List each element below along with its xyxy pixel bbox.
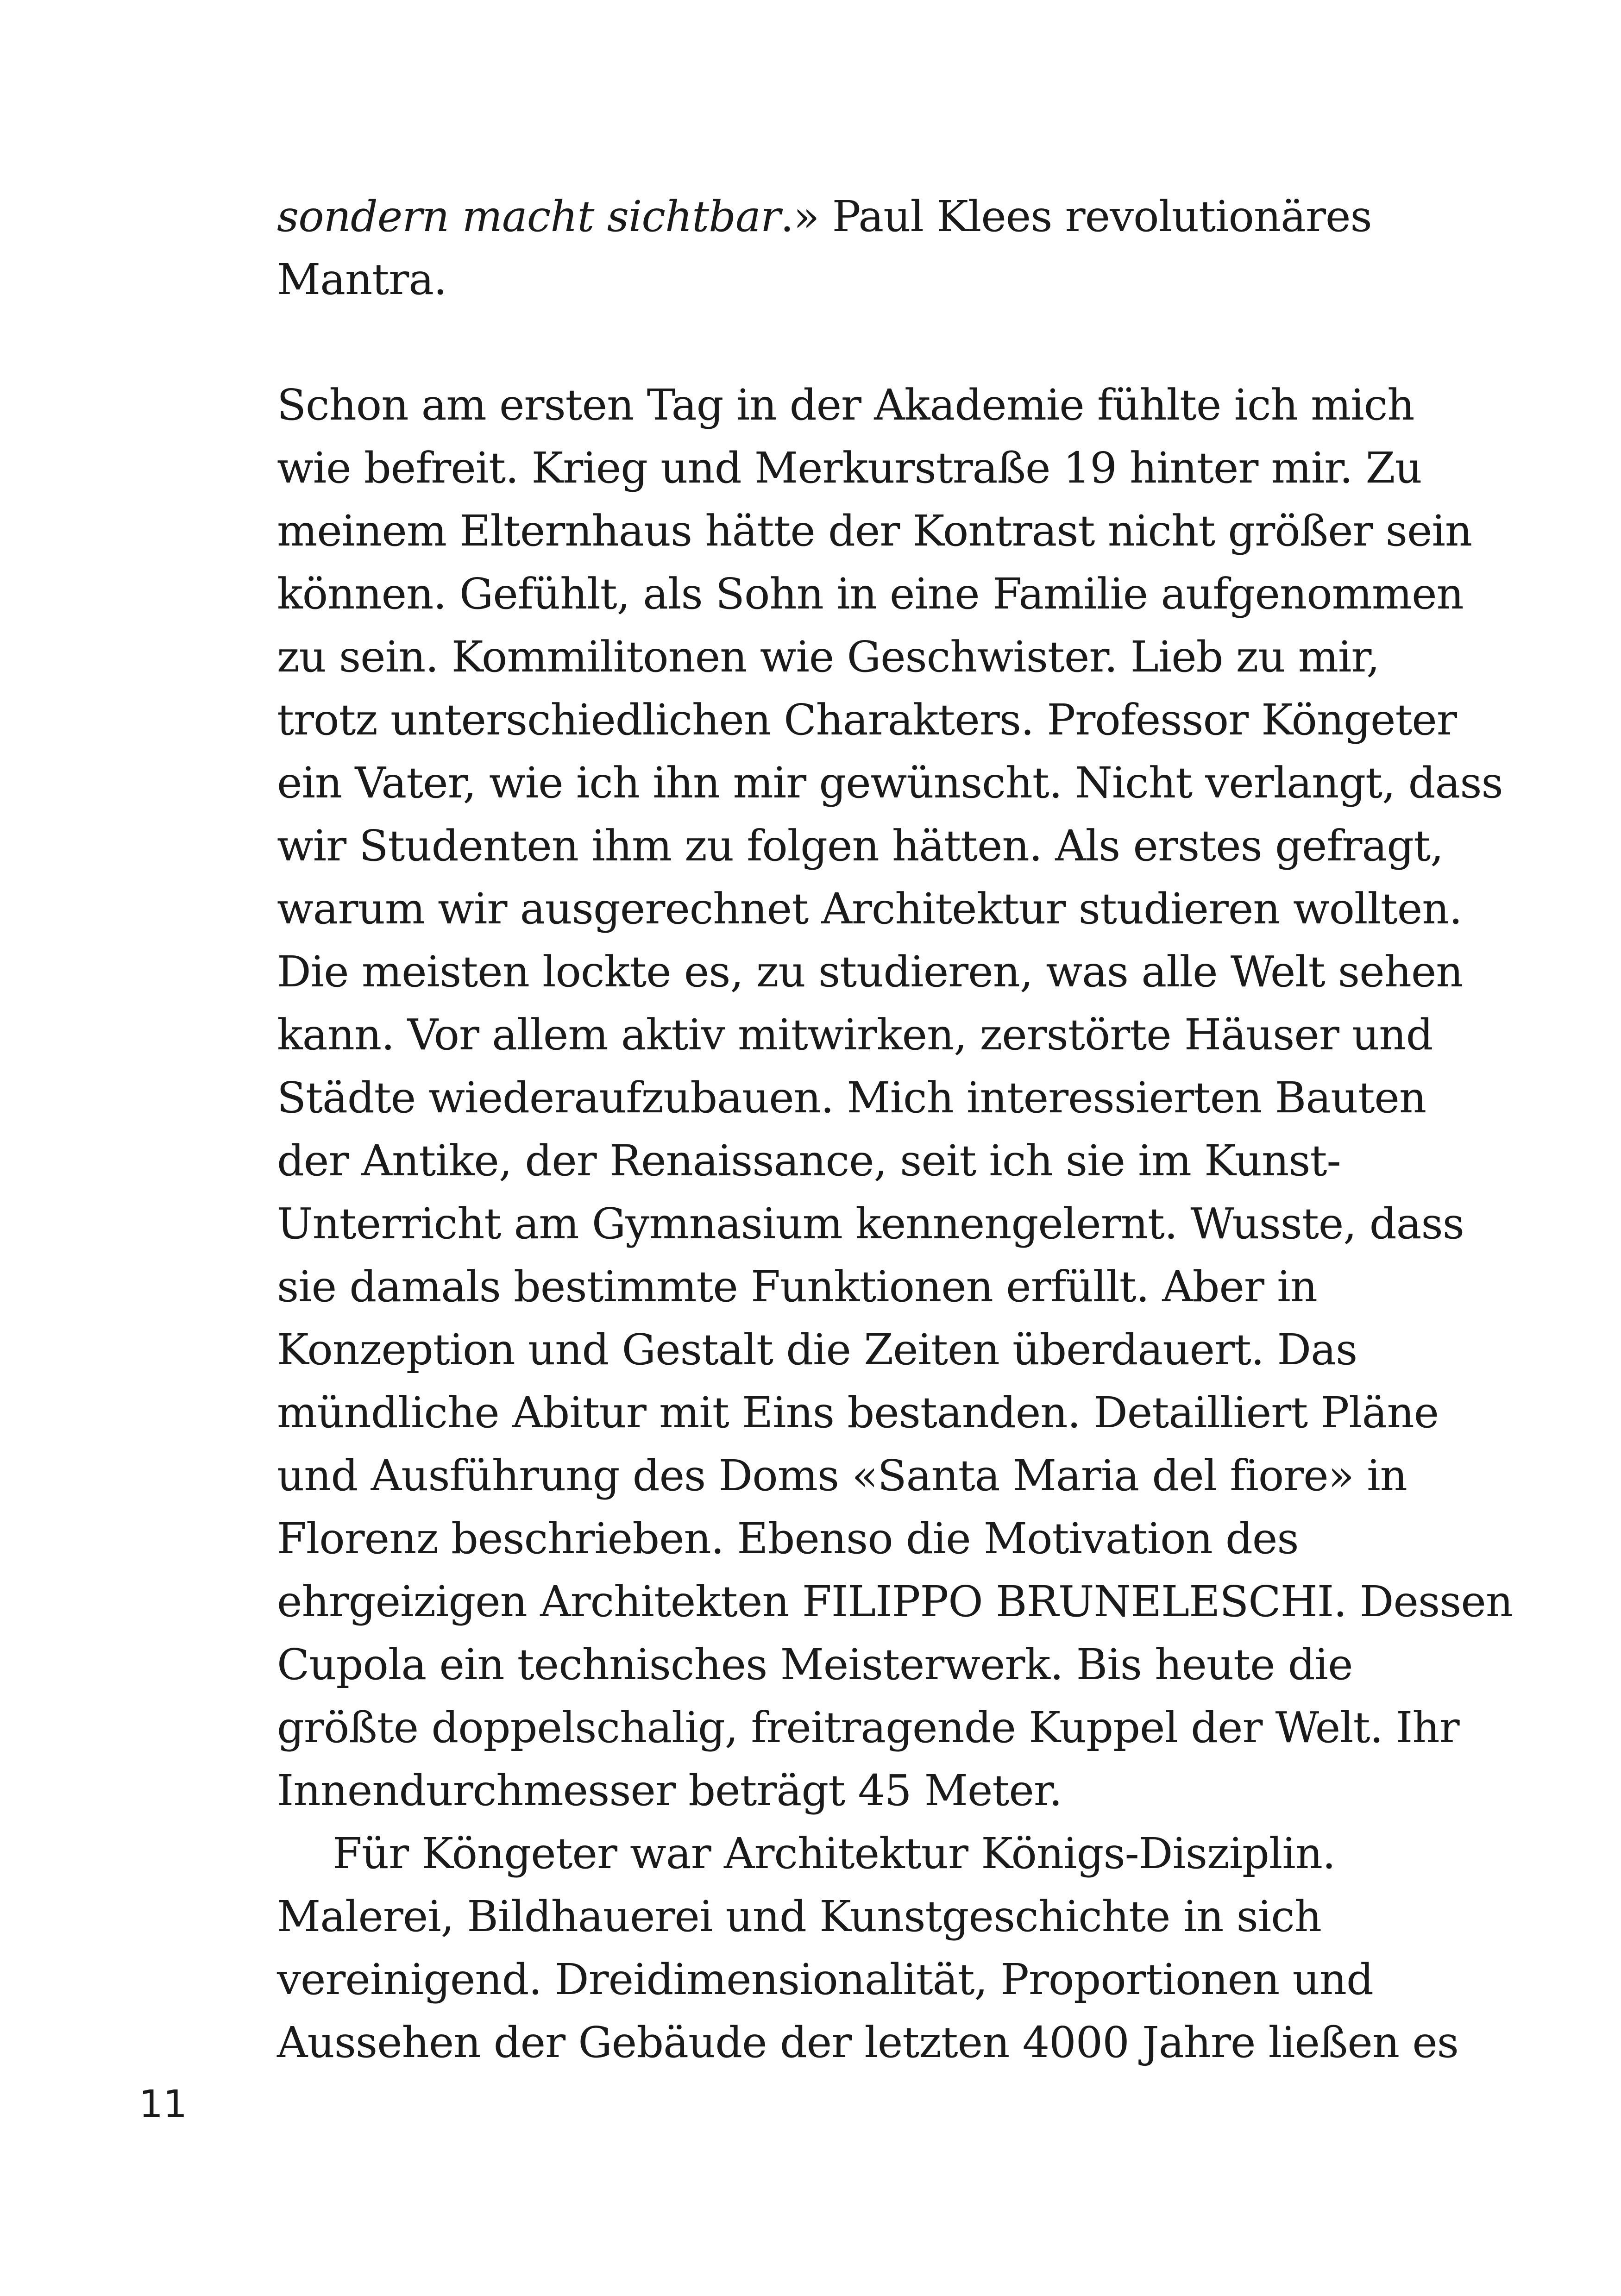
italic-quote-fragment: sondern macht sichtbar <box>277 192 780 241</box>
text-line: wie befreit. Krieg und Merkurstraße 19 hinter mir. Zu <box>277 443 1422 493</box>
text-line: Florenz beschrieben. Ebenso die Motivation des <box>277 1514 1299 1563</box>
text-line-indented: Für Köngeter war Architektur Königs-Disziplin. <box>333 1829 1336 1878</box>
text-line: kann. Vor allem aktiv mitwirken, zerstörte Häuser und <box>277 1010 1433 1060</box>
text-line: Aussehen der Gebäude der letzten 4000 Jahre ließen es <box>277 2018 1458 2067</box>
text-line: wir Studenten ihm zu folgen hätten. Als erstes gefragt, <box>277 821 1444 871</box>
text-line: Die meisten lockte es, zu studieren, was alle Welt sehen <box>277 947 1463 997</box>
text-line: können. Gefühlt, als Sohn in eine Familie aufgenommen <box>277 569 1464 619</box>
text-line: der Antike, der Renaissance, seit ich sie im Kunst- <box>277 1136 1341 1186</box>
text-line: Innendurchmesser beträgt 45 Meter. <box>277 1766 1062 1815</box>
text-line: größte doppelschalig, freitragende Kuppel der Welt. Ihr <box>277 1703 1459 1752</box>
text-line: Städte wiederaufzubauen. Mich interessierten Bauten <box>277 1073 1426 1123</box>
page-number: 11 <box>139 2083 188 2127</box>
text-line: Cupola ein technisches Meisterwerk. Bis heute die <box>277 1640 1353 1689</box>
text-line: warum wir ausgerechnet Architektur studieren wollten. <box>277 884 1462 934</box>
text-line: ehrgeizigen Architekten FILIPPO BRUNELESCHI. Dessen <box>277 1577 1513 1626</box>
text-line: Konzeption und Gestalt die Zeiten überdauert. Das <box>277 1325 1357 1374</box>
text-line <box>277 185 1435 248</box>
text-line: Mantra. <box>277 255 447 304</box>
text-line: vereinigend. Dreidimensionalität, Proportionen und <box>277 1955 1373 2004</box>
text-line: Malerei, Bildhauerei und Kunstgeschichte in sich <box>277 1892 1322 1941</box>
text-line: meinem Elternhaus hätte der Kontrast nicht größer sein <box>277 506 1472 556</box>
text-line: mündliche Abitur mit Eins bestanden. Detailliert Pläne <box>277 1388 1439 1437</box>
opening-quote-continuation <box>277 185 1435 311</box>
body-text <box>277 374 1513 2074</box>
text-line: zu sein. Kommilitonen wie Geschwister. Lieb zu mir, <box>277 632 1380 682</box>
text-line: sie damals bestimmte Funktionen erfüllt. Aber in <box>277 1262 1317 1311</box>
quote-attribution: .» Paul Klees revolutionäres <box>780 192 1372 241</box>
text-line: Schon am ersten Tag in der Akademie fühlte ich mich <box>277 380 1414 430</box>
text-line: ein Vater, wie ich ihn mir gewünscht. Nicht verlangt, dass <box>277 758 1503 808</box>
text-line: trotz unterschiedlichen Charakters. Professor Köngeter <box>277 695 1457 745</box>
text-line: und Ausführung des Doms «Santa Maria del fiore» in <box>277 1451 1407 1500</box>
text-line: Unterricht am Gymnasium kennengelernt. Wusste, dass <box>277 1199 1464 1248</box>
